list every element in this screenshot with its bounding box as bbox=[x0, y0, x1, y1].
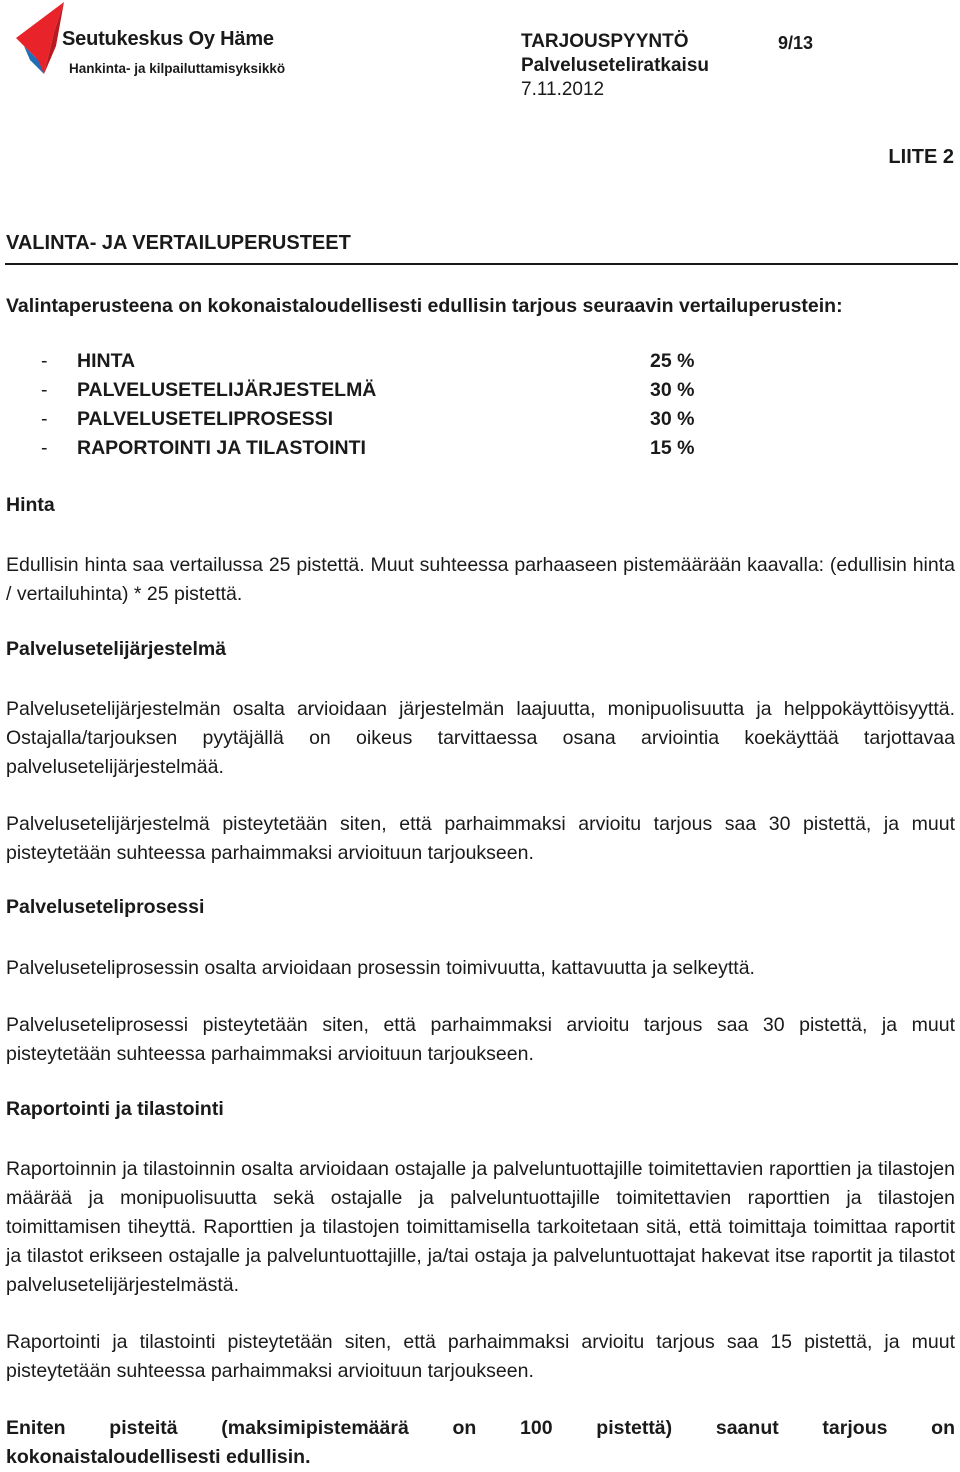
criteria-weight: 30 % bbox=[650, 408, 695, 430]
list-dash: - bbox=[41, 379, 48, 401]
criteria-weight: 25 % bbox=[650, 350, 695, 372]
system-scoring-paragraph: Palvelusetelijärjestelmä pisteytetään siten, että parhaimmaksi arvioitu tarjous saa 30 pistettä, ja muut pisteytetään suhteessa parhaimmaksi arvioituun tarjoukseen. bbox=[6, 813, 955, 864]
section-heading-reporting: Raportointi ja tilastointi bbox=[6, 1098, 224, 1120]
document-type: TARJOUSPYYNTÖ bbox=[521, 31, 689, 52]
intro-text: Valintaperusteena on kokonaistaloudellisesti edullisin tarjous seuraavin vertailuperustein: bbox=[6, 295, 843, 317]
page-number: 9/13 bbox=[778, 33, 814, 53]
section-heading-system: Palvelusetelijärjestelmä bbox=[6, 638, 227, 660]
criteria-item bbox=[0, 350, 720, 379]
reporting-scoring-paragraph: Raportointi ja tilastointi pisteytetään siten, että parhaimmaksi arvioitu tarjous saa 15 pistettä, ja muut pisteytetään suhteessa parhaimmaksi arvioituun tarjoukseen. bbox=[6, 1331, 955, 1382]
process-paragraph: Palveluseteliprosessin osalta arvioidaan prosessin toimivuutta, kattavuutta ja selkeyttä. bbox=[6, 957, 755, 979]
list-dash: - bbox=[41, 408, 48, 430]
criteria-name: PALVELUSETELIJÄRJESTELMÄ bbox=[77, 379, 377, 401]
list-dash: - bbox=[41, 350, 48, 372]
price-paragraph: Edullisin hinta saa vertailussa 25 pistettä. Muut suhteessa parhaaseen pistemäärään kaavalla: (edullisin hinta / vertailuhinta) * 25 pistettä. bbox=[6, 554, 955, 605]
page-title: VALINTA- JA VERTAILUPERUSTEET bbox=[6, 232, 351, 254]
criteria-weight: 30 % bbox=[650, 379, 695, 401]
document-subtitle: Palveluseteliratkaisu bbox=[521, 55, 709, 76]
organization-unit: Hankinta- ja kilpailuttamisyksikkö bbox=[69, 61, 286, 76]
conclusion-line-2: kokonaistaloudellisesti edullisin. bbox=[6, 1446, 311, 1468]
process-scoring-paragraph: Palveluseteliprosessi pisteytetään siten, että parhaimmaksi arvioitu tarjous saa 30 pistettä, ja muut pisteytetään suhteessa parhaimmaksi arvioituun tarjoukseen. bbox=[6, 1014, 955, 1065]
reporting-paragraph: Raportoinnin ja tilastoinnin osalta arvioidaan ostajalle ja palveluntuottajille toimitettavien raporttien ja tilastojen määrää ja monipuolisuutta sekä ostajalle ja palveluntuottajille toimitettavien raporttien ja tilastojen toimittamisen tiheyttä. Raporttien ja tilastojen toimittamisella tarkoitetaan sitä, että toimittaja toimittaa raportit ja tilastot erikseen ostajalle ja palveluntuottajille, ja/tai ostaja ja palveluntuottajat hakevat itse raportit ja tilastot palvelusetelijärjestelmästä. bbox=[6, 1158, 955, 1296]
criteria-item bbox=[0, 379, 720, 408]
heading-divider bbox=[5, 263, 958, 265]
conclusion-line-1: Eniten pisteitä (maksimipistemäärä on 100 pistettä) saanut tarjous on bbox=[6, 1417, 955, 1439]
criteria-item bbox=[0, 408, 720, 437]
system-paragraph: Palvelusetelijärjestelmän osalta arvioidaan järjestelmän laajuutta, monipuolisuutta ja helppokäyttöisyyttä. Ostajalla/tarjouksen pyytäjällä on oikeus tarvittaessa osana arviointia koekäyttää tarjottavaa palvelusetelijärjestelmää. bbox=[6, 698, 955, 778]
list-dash: - bbox=[41, 437, 48, 459]
criteria-item bbox=[0, 437, 720, 466]
document-date: 7.11.2012 bbox=[521, 79, 605, 100]
criteria-list bbox=[0, 350, 720, 466]
organization-name: Seutukeskus Oy Häme bbox=[62, 28, 274, 50]
criteria-name: PALVELUSETELIPROSESSI bbox=[77, 408, 334, 430]
criteria-name: RAPORTOINTI JA TILASTOINTI bbox=[77, 437, 366, 459]
annex-label: LIITE 2 bbox=[888, 146, 954, 168]
section-heading-price: Hinta bbox=[6, 494, 55, 516]
criteria-weight: 15 % bbox=[650, 437, 695, 459]
section-heading-process: Palveluseteliprosessi bbox=[6, 896, 205, 918]
criteria-name: HINTA bbox=[77, 350, 136, 372]
